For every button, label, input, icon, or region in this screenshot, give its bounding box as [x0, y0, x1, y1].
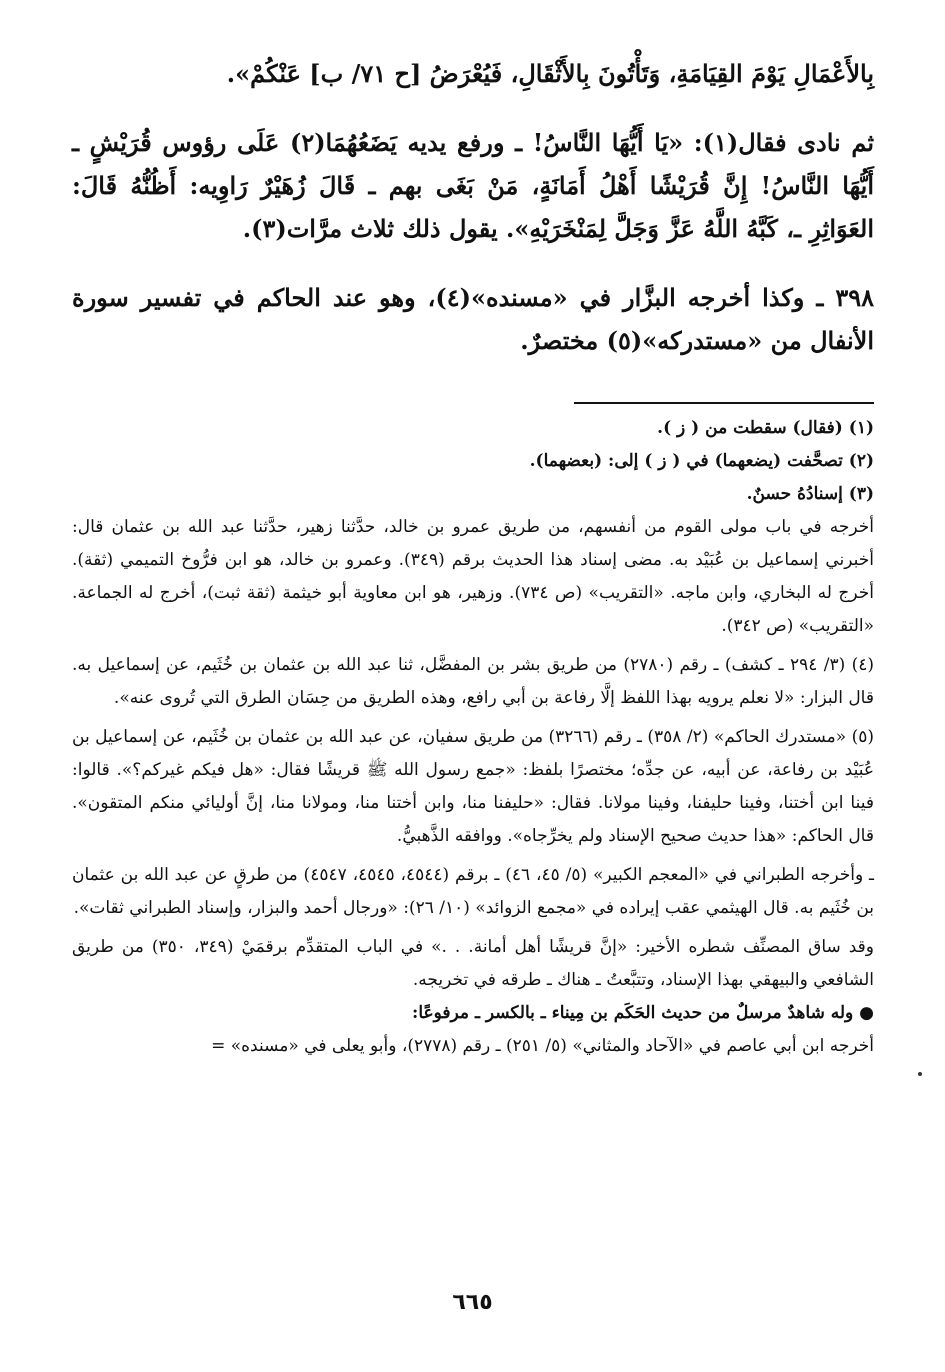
page-number: ٦٦٥: [452, 1290, 493, 1315]
footnote-5-continued: أخرجه ابن أبي عاصم في «الآحاد والمثاني» (٥/ ٢٥١) ـ رقم (٢٧٧٨)، وأبو يعلى في «مسنده» =: [211, 1036, 874, 1056]
margin-dot: [918, 1072, 922, 1076]
book-page: [72, 52, 874, 1342]
footnotes: [72, 412, 874, 1063]
footnote-1: (١) (فقال) سقطت من ( ز ).: [657, 418, 874, 438]
footnote-5-musannif: وقد ساق المصنِّف شطره الأخير: «إنَّ قريشًا أهل أمانة. . .» في الباب المتقدِّم برقمَيْ (٣٤٩، ٣٥٠) من طريق الشافعي والبيهقي بهذا الإسناد، وتتبَّعتُ ـ هناك ـ طرقه في تخريجه.: [72, 937, 875, 990]
main-paragraph-398: ٣٩٨ ـ وكذا أخرجه البزَّار في «مسنده»(٤)، وهو عند الحاكم في تفسير سورة الأنفال من «مستدركه»(٥) مختصرٌ.: [72, 283, 874, 355]
footnote-3-detail: أخرجه في باب مولى القوم من أنفسهم، من طريق عمرو بن خالد، حدَّثنا زهير، حدَّثنا عبد الله بن عثمان قال: أخبرني إسماعيل بن عُبَيْد به. مضى إسناد هذا الحديث برقم (٣٤٩). وعمرو بن خالد، هو ابن فرُّوخ التميمي (ثقة). أخرج له البخاري، وابن ماجه. «التقريب» (ص ٧٣٤). وزهير، هو ابن معاوية أبو خيثمة (ثقة ثبت)، أخرج له الجماعة. «التقريب» (ص ٣٤٢).: [72, 517, 875, 636]
footnote-5: (٥) «مستدرك الحاكم» (٢/ ٣٥٨) ـ رقم (٣٢٦٦) من طريق سفيان، عن عبد الله بن عثمان بن خُثَيم، عن إسماعيل بن عُبَيْد بن رفاعة، عن أبيه، عن جدِّه؛ مختصرًا بلفظ: «جمع رسول الله ﷺ قريشًا فقال: «هل فيكم غيركم؟». قالوا: فينا ابن أختنا، وفينا حليفنا، وفينا مولانا. فقال: «حليفنا منا، وابن أختنا منا، ومولانا منا، إنَّ أوليائي منكم المتقون». قال الحاكم: «هذا حديث صحيح الإسناد ولم يخرِّجاه». ووافقه الذَّهبيُّ.: [72, 727, 875, 846]
main-paragraph: ثم نادى فقال(١): «يَا أَيُّهَا النَّاسُ! ـ ورفع يديه يَضَعُهُمَا(٢) عَلَى رؤوس قُرَيْشٍ ـ أَيُّهَا النَّاسُ! إِنَّ قُرَيْشًا أَهْلُ أَمَانَةٍ، مَنْ بَغَى بهم ـ قَالَ زُهَيْرٌ رَاوِيه: أَظُنُّهُ قَالَ: العَوَاثِرِ ـ، كَبَّهُ اللَّهُ عَزَّ وَجَلَّ لِمَنْخَرَيْهِ». يقول ذلك ثلاث مرَّات(٣).: [72, 128, 875, 243]
footnote-5-shahid: ● وله شاهدٌ مرسلٌ من حديث الحَكَم بن مِيناء ـ بالكسر ـ مرفوعًا:: [412, 1003, 874, 1023]
footnote-2: (٢) تصحَّفت (يضعهما) في ( ز ) إلى: (بعضهما).: [529, 451, 874, 471]
footnote-4: (٤) (٣/ ٢٩٤ ـ كشف) ـ رقم (٢٧٨٠) من طريق بشر بن المفضَّل، ثنا عبد الله بن عثمان بن خُثَيم، عن إسماعيل به. قال البزار: «لا نعلم يرويه بهذا اللفظ إلَّا رفاعة بن أبي رافع، وهذه الطريق من حِسَان الطرق التي تُروى عنه».: [72, 655, 874, 708]
main-text: [72, 52, 874, 362]
footnote-5-tabarani: ـ وأخرجه الطبراني في «المعجم الكبير» (٥/ ٤٥، ٤٦) ـ برقم (٤٥٤٤، ٤٥٤٥، ٤٥٤٧) من طرقٍ عن عبد الله بن عثمان بن خُثَيم به. قال الهيثمي عقب إيراده في «مجمع الزوائد» (١٠/ ٢٦): «ورجال أحمد والبزار، وإسناد الطبراني ثقات».: [72, 865, 875, 918]
main-paragraph: بِالأَعْمَالِ يَوْمَ القِيَامَةِ، وَتَأْتُونَ بِالأَثْقَالِ، فَيُعْرَضُ [ح ٧١/ ب] عَنْكُمْ».: [226, 59, 874, 88]
footnote-divider: [574, 402, 874, 404]
footnote-3: (٣) إسنادُهُ حسنٌ.: [746, 484, 874, 504]
